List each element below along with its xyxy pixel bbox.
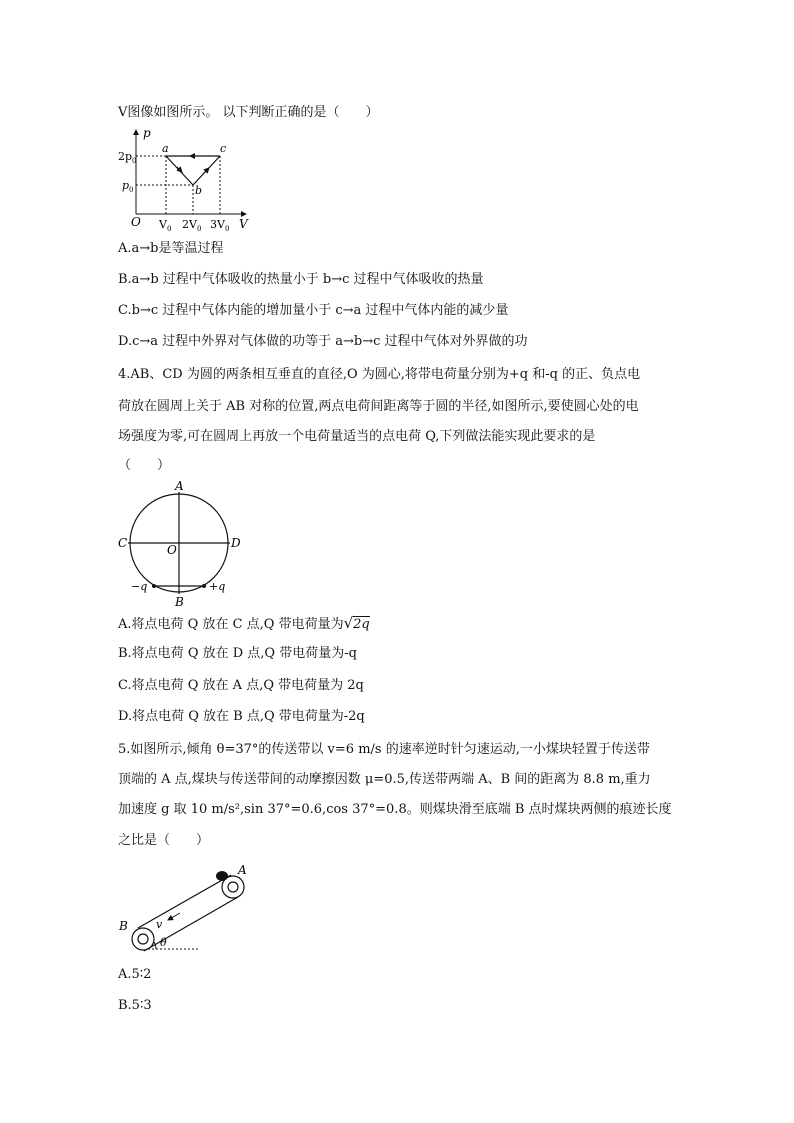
x-2v0-label: 2V bbox=[182, 218, 197, 231]
label-pos-q: +q bbox=[209, 580, 226, 593]
sub-zero: 0 bbox=[129, 186, 134, 194]
q4-line-4: （ ） bbox=[118, 458, 171, 473]
point-b-label: b bbox=[195, 184, 203, 197]
q4-line-3: 场强度为零,可在圆周上再放一个电荷量适当的点电荷 Q,下列做法能实现此要求的是 bbox=[118, 429, 596, 444]
conveyor-figure bbox=[114, 858, 264, 958]
q4-option-b: B.将点电荷 Q 放在 D 点,Q 带电荷量为-q bbox=[118, 646, 357, 661]
svg-text:V0 bbox=[158, 218, 171, 233]
origin-label: O bbox=[131, 215, 141, 229]
y-2p0-label: 2p bbox=[118, 150, 133, 163]
bottom-pulley-hub bbox=[138, 934, 148, 944]
label-c: C bbox=[118, 536, 128, 550]
p-axis-label: p bbox=[143, 126, 151, 140]
q5-option-b: B.5∶3 bbox=[118, 998, 152, 1013]
label-a: A bbox=[175, 480, 184, 493]
pv-graph bbox=[114, 124, 264, 234]
v-axis-label: V bbox=[239, 217, 248, 231]
label-o: O bbox=[167, 543, 177, 557]
belt-top bbox=[138, 875, 231, 928]
q5-line-1: 5.如图所示,倾角 θ=37°的传送带以 v=6 m/s 的速率逆时针匀速运动,一小煤块轻置于传送带 bbox=[118, 742, 650, 757]
svg-text:2V0 bbox=[182, 218, 201, 233]
label-neg-q: −q bbox=[131, 580, 148, 593]
label-d: D bbox=[231, 536, 241, 550]
svg-text:3V0 bbox=[210, 218, 229, 233]
sub-zero: 0 bbox=[132, 157, 137, 165]
sub-zero: 0 bbox=[196, 225, 202, 233]
q5-option-a: A.5∶2 bbox=[118, 967, 152, 982]
q3-option-a: A.a→b是等温过程 bbox=[118, 241, 224, 256]
q3-option-b: B.a→b 过程中气体吸收的热量小于 b→c 过程中气体吸收的热量 bbox=[118, 272, 484, 287]
point-c-label: c bbox=[220, 142, 227, 155]
velocity-arrow bbox=[168, 913, 180, 920]
q3-option-c: C.b→c 过程中气体内能的增加量小于 c→a 过程中气体内能的减少量 bbox=[118, 303, 509, 318]
q5-line-4: 之比是（ ） bbox=[118, 833, 210, 848]
svg-text:p0 bbox=[122, 179, 134, 194]
svg-text:2p0 bbox=[118, 150, 137, 165]
q4-option-a-value: 2q bbox=[353, 617, 370, 632]
label-v: v bbox=[156, 918, 163, 931]
circle-figure bbox=[112, 480, 252, 610]
x-3v0-label: 3V bbox=[210, 218, 225, 231]
sub-zero: 0 bbox=[224, 225, 230, 233]
q4-option-d: D.将点电荷 Q 放在 B 点,Q 带电荷量为-2q bbox=[118, 709, 365, 724]
x-v0-label: V bbox=[159, 218, 167, 231]
label-a: A bbox=[238, 863, 247, 877]
q5-line-3: 加速度 g 取 10 m/s²,sin 37°=0.6,cos 37°=0.8。则煤块滑至底端 B 点时煤块两侧的痕迹长度 bbox=[118, 802, 672, 817]
label-theta: θ bbox=[160, 936, 167, 949]
label-b: B bbox=[175, 595, 184, 609]
process-ab bbox=[166, 156, 193, 185]
coal-block bbox=[216, 871, 228, 881]
y-p0-label: p bbox=[122, 179, 130, 192]
q4-option-a-text: A.将点电荷 Q 放在 C 点,Q 带电荷量为 bbox=[118, 617, 344, 632]
q3-option-d: D.c→a 过程中外界对气体做的功等于 a→b→c 过程中气体对外界做的功 bbox=[118, 334, 528, 349]
arrow-bc bbox=[204, 168, 209, 173]
negative-charge-dot bbox=[152, 584, 156, 588]
q4-option-c: C.将点电荷 Q 放在 A 点,Q 带电荷量为 2q bbox=[118, 678, 364, 693]
q4-line-2: 荷放在圆周上关于 AB 对称的位置,两点电荷间距离等于圆的半径,如图所示,要使圆心处的电 bbox=[118, 399, 639, 414]
sqrt-sign: √ bbox=[343, 614, 354, 632]
top-pulley-hub bbox=[228, 882, 238, 892]
label-b: B bbox=[119, 919, 128, 933]
q4-line-1: 4.AB、CD 为圆的两条相互垂直的直径,O 为圆心,将带电荷量分别为+q 和-q 的正、负点电 bbox=[118, 367, 641, 382]
q3-stem: V图像如图所示。 以下判断正确的是（ ） bbox=[118, 105, 379, 120]
positive-charge-dot bbox=[202, 584, 206, 588]
q5-line-2: 顶端的 A 点,煤块与传送带间的动摩擦因数 μ=0.5,传送带两端 A、B 间的距离为 8.8 m,重力 bbox=[118, 772, 651, 787]
point-a-label: a bbox=[162, 142, 169, 155]
sub-zero: 0 bbox=[166, 225, 172, 233]
q4-option-a bbox=[118, 614, 370, 634]
